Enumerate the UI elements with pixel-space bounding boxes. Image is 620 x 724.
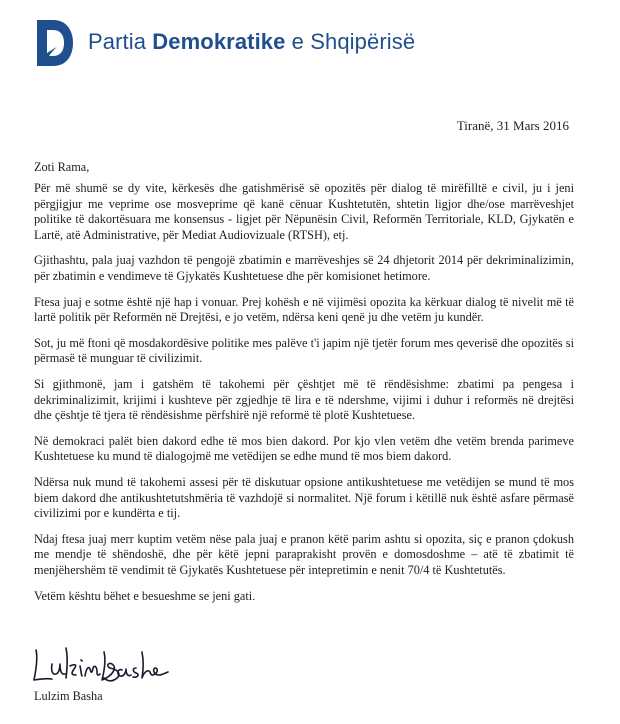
paragraph: Ndërsa nuk mund të takohemi assesi për të diskutuar opsione antikushtetuese me vetëdijen se mund të mos biem dakord dhe antikushtetutshmëria të vazhdojë si normalitet. Një forum i këtillë nuk është asfare përmasë civilizimi por e kundërta e tij. [34, 474, 574, 521]
org-name-part2: e Shqipërisë [285, 29, 416, 54]
salutation: Zoti Rama, [34, 160, 90, 174]
org-name-bold: Demokratike [152, 29, 286, 54]
party-logo-icon [33, 18, 75, 68]
organization-name [88, 29, 415, 55]
handwritten-signature [30, 642, 170, 690]
paragraph: Për më shumë se dy vite, kërkesës dhe gatishmërisë së opozitës për dialog të mirëfilltë e civil, ju i jeni përgjigjur me veprime ose mosveprime që kanë cënuar Kushtetutën, shtetin ligjor dhe/ose marrëveshjet politike të dakortësuara me konsensus - ligjet për Nëpunësin Civil, Reformën Territoriale, KLD, Gjykatën e Lartë, atë Administrative, për Mediat Audiovizuale (RTSH), etj. [34, 180, 574, 243]
paragraph: Ftesa juaj e sotme është një hap i vonuar. Prej kohësh e në vijimësi opozita ka kërkuar dialog të nivelit më të lartë politik për Reformën në Drejtësi, e jo vetëm, ndërsa keni qenë ju dhe vetëm ju kundër. [34, 294, 574, 325]
paragraph: Gjithashtu, pala juaj vazhdon të pengojë zbatimin e marrëveshjes së 24 dhjetorit 2014 për dekriminalizimin, për zbatimin e vendimeve të Gjykatës Kushtetuese dhe për komisionet hetimore. [34, 253, 574, 284]
letter-body [34, 160, 574, 614]
org-name-part1: Partia [88, 29, 153, 54]
paragraph: Në demokraci palët bien dakord edhe të mos bien dakord. Por kjo vlen vetëm dhe vetëm brenda parimeve Kushtetuese ku mund të dialogojmë me vetëdijen se edhe mund të mos biem dakord. [34, 433, 574, 464]
paragraph: Ndaj ftesa juaj merr kuptim vetëm nëse pala juaj e pranon këtë parim ashtu si opozita, siç e pranon çdokush me mendje të shëndoshë, dhe për këtë jepni paraprakisht provën e domosdoshme – atë të zbatimit të menjëhershëm të vendimit të Gjykatës Kushtetuese për intepretimin e nenit 70/4 të Kushtetutës. [34, 531, 574, 578]
paragraph: Si gjithmonë, jam i gatshëm të takohemi për çështjet më të rëndësishme: zbatimi pa pengesa i dekriminalizimit, krijimi i kushteve për zgjedhje të lira e të ndershme, vijimi i duhur i reformës në drejtësi dhe çështje të tjera të rëndësishme përfshirë një reformë të plotë Kushtetuese. [34, 376, 574, 423]
signer-name: Lulzim Basha [34, 689, 103, 703]
letter-date: Tiranë, 31 Mars 2016 [456, 118, 569, 133]
paragraph: Vetëm kështu bëhet e besueshme se jeni gati. [34, 588, 256, 603]
paragraph: Sot, ju më ftoni që mosdakordësive politike mes palëve t'i japim një tjetër forum mes qeverisë dhe opozitës si përmasë të munguar të civilizimit. [34, 335, 574, 366]
